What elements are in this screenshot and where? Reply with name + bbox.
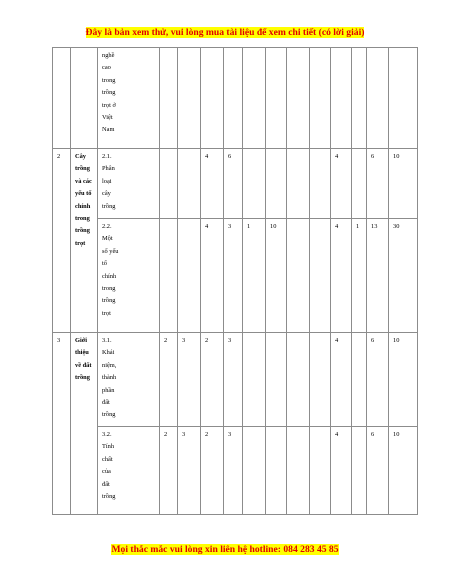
lesson-cell bbox=[98, 333, 160, 427]
topic-line: trồng bbox=[75, 374, 90, 382]
value-cell bbox=[287, 48, 310, 149]
value-cell: 1 bbox=[243, 219, 266, 333]
value-cell: 2 bbox=[160, 427, 178, 515]
value-cell: 10 bbox=[389, 333, 418, 427]
topic-line: Cây bbox=[75, 153, 87, 160]
topic-cell bbox=[71, 48, 98, 149]
value-cell bbox=[178, 219, 201, 333]
value-cell bbox=[243, 149, 266, 219]
lesson-line: cao bbox=[102, 64, 111, 72]
lesson-cell bbox=[98, 48, 160, 149]
row-number-cell bbox=[53, 48, 71, 149]
header-banner: Đây là bản xem thử, vui lòng mua tài liệu để xem chi tiết (có lời giải) bbox=[85, 27, 365, 38]
value-cell: 4 bbox=[331, 427, 352, 515]
topic-line: và các bbox=[75, 177, 92, 185]
lesson-line: trong bbox=[102, 285, 116, 293]
value-cell bbox=[224, 48, 243, 149]
row-number-cell: 2 bbox=[53, 149, 71, 333]
value-cell bbox=[287, 219, 310, 333]
value-cell: 6 bbox=[367, 149, 389, 219]
table-row bbox=[53, 333, 418, 427]
topic-line: trồng bbox=[75, 227, 90, 235]
value-cell bbox=[352, 333, 367, 427]
lesson-cell bbox=[98, 149, 160, 219]
value-cell bbox=[287, 149, 310, 219]
table-row bbox=[53, 149, 418, 219]
lesson-line: Tính bbox=[102, 443, 115, 451]
value-cell bbox=[160, 219, 178, 333]
value-cell bbox=[352, 427, 367, 515]
value-cell: 10 bbox=[389, 149, 418, 219]
value-cell bbox=[266, 427, 287, 515]
lesson-line: nghề bbox=[102, 52, 115, 59]
value-cell bbox=[287, 333, 310, 427]
lesson-line: số yếu bbox=[102, 247, 119, 255]
lesson-line: Việt bbox=[102, 114, 113, 122]
value-cell bbox=[160, 48, 178, 149]
value-cell: 4 bbox=[331, 333, 352, 427]
value-cell: 1 bbox=[352, 219, 367, 333]
value-cell: 10 bbox=[389, 427, 418, 515]
lesson-line: trọt bbox=[102, 309, 111, 317]
value-cell: 6 bbox=[224, 149, 243, 219]
value-cell: 10 bbox=[266, 219, 287, 333]
table-row bbox=[53, 48, 418, 149]
value-cell: 2 bbox=[201, 427, 224, 515]
lesson-line: chính bbox=[102, 272, 117, 280]
lesson-line: Một bbox=[102, 235, 113, 243]
topic-cell bbox=[71, 149, 98, 333]
value-cell: 30 bbox=[389, 219, 418, 333]
value-cell: 3 bbox=[178, 427, 201, 515]
lesson-line: trồng bbox=[102, 493, 116, 501]
value-cell bbox=[243, 333, 266, 427]
value-cell: 4 bbox=[331, 219, 352, 333]
value-cell bbox=[352, 48, 367, 149]
table-row bbox=[53, 219, 418, 333]
value-cell: 6 bbox=[367, 427, 389, 515]
lesson-line: 2.2. bbox=[102, 223, 112, 230]
lesson-line: Khái bbox=[102, 349, 115, 357]
lesson-line: của bbox=[102, 468, 111, 476]
value-cell: 4 bbox=[331, 149, 352, 219]
value-cell bbox=[352, 149, 367, 219]
value-cell bbox=[266, 149, 287, 219]
value-cell bbox=[178, 149, 201, 219]
value-cell bbox=[266, 48, 287, 149]
lesson-line: tố bbox=[102, 260, 107, 268]
value-cell: 2 bbox=[160, 333, 178, 427]
lesson-line: 3.2. bbox=[102, 431, 112, 438]
value-cell bbox=[389, 48, 418, 149]
value-cell bbox=[243, 427, 266, 515]
table-row bbox=[53, 427, 418, 515]
topic-line: về đất bbox=[75, 361, 92, 369]
lesson-line: trồng bbox=[102, 202, 116, 210]
value-cell bbox=[367, 48, 389, 149]
value-cell bbox=[160, 149, 178, 219]
value-cell: 6 bbox=[367, 333, 389, 427]
value-cell bbox=[310, 219, 331, 333]
value-cell: 4 bbox=[201, 149, 224, 219]
lesson-line: niệm, bbox=[102, 361, 117, 369]
lesson-cell bbox=[98, 427, 160, 515]
topic-line: yếu tố bbox=[75, 190, 92, 198]
value-cell bbox=[310, 333, 331, 427]
lesson-line: trồng bbox=[102, 297, 116, 305]
lesson-line: phần bbox=[102, 386, 115, 394]
lesson-line: chất bbox=[102, 455, 113, 463]
lesson-line: Phân bbox=[102, 165, 115, 173]
topic-line: chính bbox=[75, 202, 91, 210]
assessment-matrix-table bbox=[52, 47, 418, 515]
value-cell: 2 bbox=[201, 333, 224, 427]
lesson-line: loại bbox=[102, 177, 112, 185]
value-cell bbox=[178, 48, 201, 149]
value-cell bbox=[331, 48, 352, 149]
lesson-line: cây bbox=[102, 190, 111, 198]
value-cell bbox=[287, 427, 310, 515]
lesson-line: thành bbox=[102, 374, 117, 382]
value-cell: 3 bbox=[224, 333, 243, 427]
lesson-line: trong bbox=[102, 76, 116, 84]
value-cell bbox=[266, 333, 287, 427]
topic-cell bbox=[71, 333, 98, 515]
value-cell: 3 bbox=[224, 219, 243, 333]
lesson-cell bbox=[98, 219, 160, 333]
lesson-line: 2.1. bbox=[102, 153, 112, 160]
value-cell: 3 bbox=[178, 333, 201, 427]
topic-line: Giới bbox=[75, 337, 88, 344]
row-number-cell: 3 bbox=[53, 333, 71, 515]
lesson-line: trồng bbox=[102, 89, 116, 97]
lesson-line: Nam bbox=[102, 126, 115, 134]
topic-line: thiệu bbox=[75, 349, 89, 357]
lesson-line: trọt ở bbox=[102, 101, 116, 109]
value-cell: 3 bbox=[224, 427, 243, 515]
lesson-line: 3.1. bbox=[102, 337, 112, 344]
lesson-line: đất bbox=[102, 480, 110, 488]
lesson-line: trồng bbox=[102, 411, 116, 419]
value-cell: 4 bbox=[201, 219, 224, 333]
topic-line: trọt bbox=[75, 239, 86, 247]
value-cell bbox=[310, 149, 331, 219]
value-cell bbox=[310, 48, 331, 149]
topic-line: trong bbox=[75, 215, 90, 223]
value-cell bbox=[243, 48, 266, 149]
value-cell: 13 bbox=[367, 219, 389, 333]
topic-line: trồng bbox=[75, 165, 90, 173]
lesson-line: đất bbox=[102, 399, 110, 407]
value-cell bbox=[201, 48, 224, 149]
footer-banner: Mọi thắc mắc vui lòng xin liên hệ hotline: 084 283 45 85 bbox=[111, 544, 339, 555]
value-cell bbox=[310, 427, 331, 515]
